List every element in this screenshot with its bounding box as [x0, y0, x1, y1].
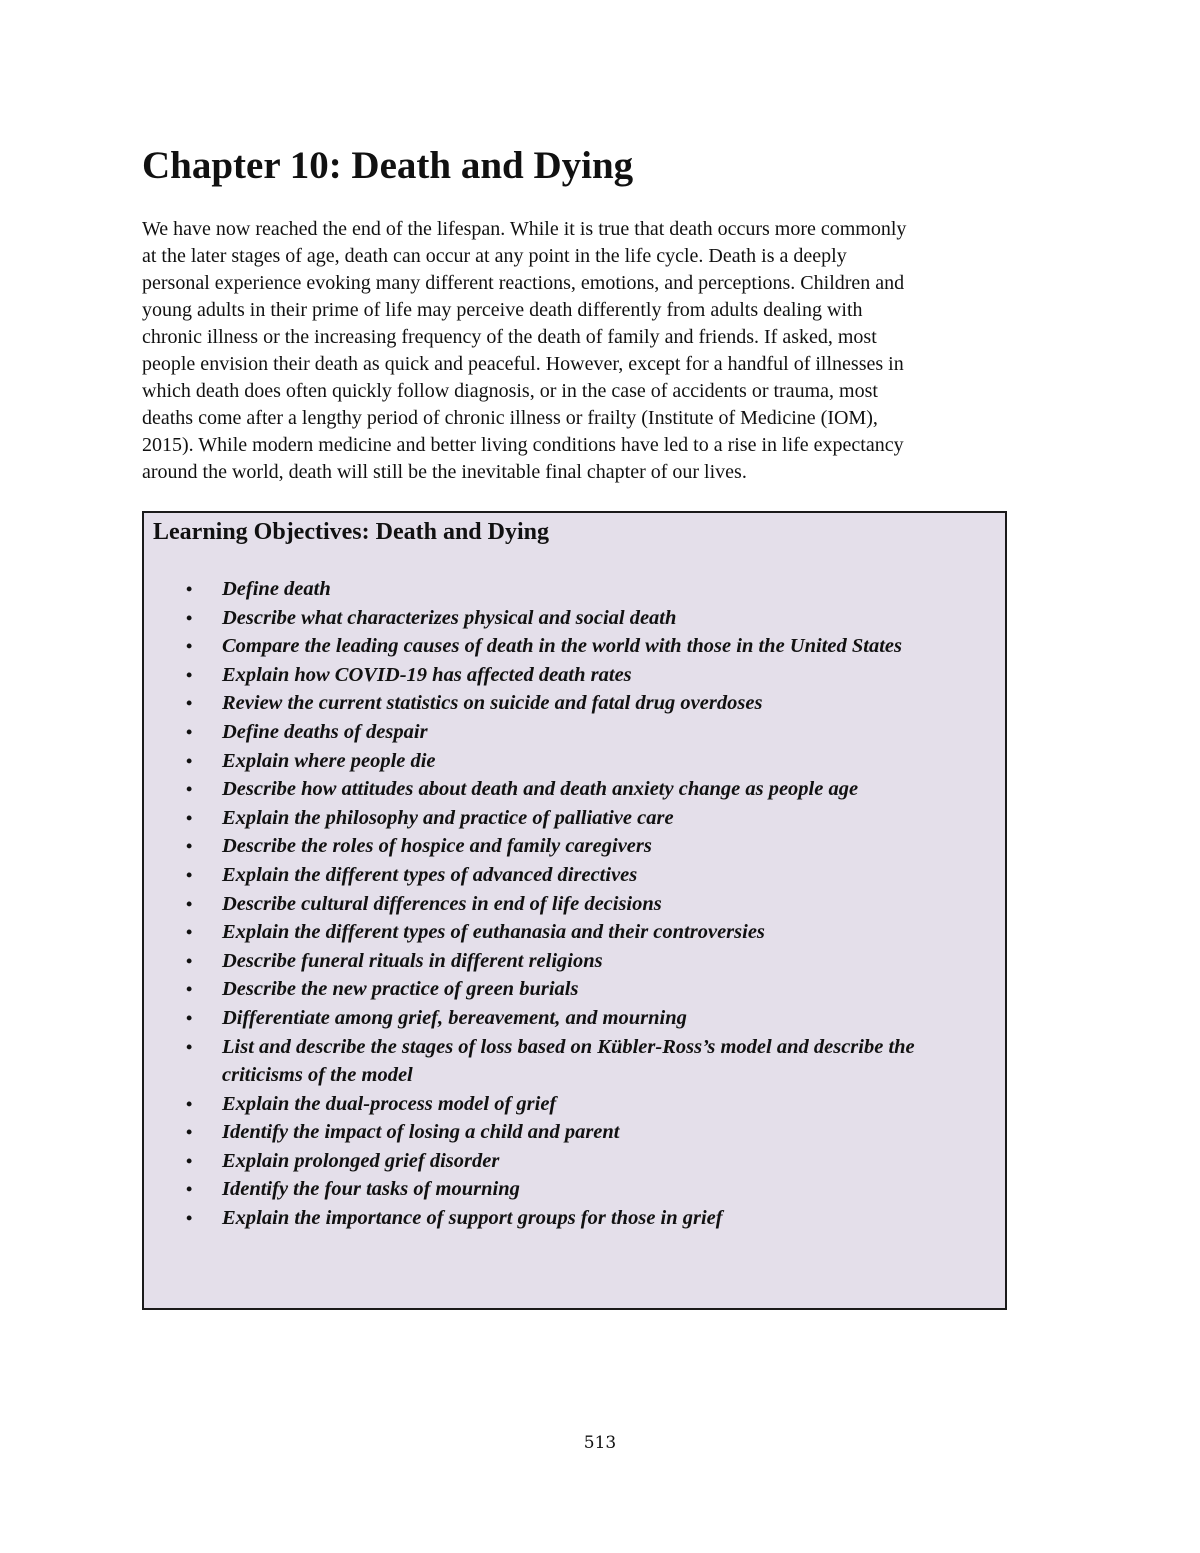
objective-text: Describe how attitudes about death and death anxiety change as people age [222, 778, 859, 801]
bullet-icon: • [186, 1036, 193, 1057]
intro-line: people envision their death as quick and peaceful. However, except for a handful of illnesses in [142, 353, 904, 375]
objective-item [144, 1090, 984, 1119]
bullet-icon: • [186, 693, 193, 714]
objective-item [144, 1147, 984, 1176]
bullet-icon: • [186, 750, 193, 771]
objective-text: Explain the philosophy and practice of palliative care [222, 806, 674, 829]
intro-line: deaths come after a lengthy period of chronic illness or frailty (Institute of Medicine (IOM), [142, 407, 878, 429]
objective-text: Explain prolonged grief disorder [222, 1149, 500, 1172]
objective-item [144, 975, 984, 1004]
objective-item [144, 747, 984, 776]
intro-line: personal experience evoking many different reactions, emotions, and perceptions. Children and [142, 272, 905, 294]
objective-item [144, 575, 984, 604]
objective-item [144, 775, 984, 804]
bullet-icon: • [186, 721, 193, 742]
bullet-icon: • [186, 579, 193, 599]
objective-text: Review the current statistics on suicide and fatal drug overdoses [222, 692, 763, 715]
page-number: 513 [583, 1433, 617, 1453]
intro-line: at the later stages of age, death can occur at any point in the life cycle. Death is a deeply [142, 245, 847, 267]
objective-text: Describe funeral rituals in different religions [222, 949, 603, 972]
intro-line: We have now reached the end of the lifespan. While it is true that death occurs more commonly [142, 218, 907, 240]
bullet-icon: • [186, 836, 193, 857]
learning-objectives-list [144, 575, 984, 1233]
bullet-icon: • [186, 950, 193, 971]
bullet-icon: • [186, 893, 193, 914]
objective-text: Explain the different types of euthanasia and their controversies [222, 921, 765, 944]
objective-text: Explain the importance of support groups for those in grief [222, 1207, 723, 1230]
objective-text: Explain where people die [222, 749, 436, 772]
bullet-icon: • [186, 1179, 193, 1200]
objective-item [144, 861, 984, 890]
objective-item [144, 918, 984, 947]
bullet-icon: • [186, 607, 193, 628]
intro-line: young adults in their prime of life may perceive death differently from adults dealing with [142, 299, 863, 321]
objective-text: Define death [222, 578, 331, 600]
objective-text: List and describe the stages of loss based on Kübler-Ross’s model and describe the criticisms of the model [222, 1035, 915, 1087]
intro-line: around the world, death will still be the inevitable final chapter of our lives. [142, 461, 747, 483]
objective-item [144, 1004, 984, 1033]
bullet-icon: • [186, 1093, 193, 1114]
bullet-icon: • [186, 636, 193, 657]
objective-text: Explain how COVID-19 has affected death rates [222, 663, 632, 686]
objective-text: Describe cultural differences in end of life decisions [222, 892, 662, 915]
bullet-icon: • [186, 779, 193, 800]
objective-item [144, 804, 984, 833]
objective-item [144, 661, 984, 690]
objective-item [144, 604, 984, 633]
chapter-title: Chapter 10: Death and Dying [142, 144, 634, 187]
learning-objectives-title: Learning Objectives: Death and Dying [153, 519, 549, 545]
objective-item [144, 947, 984, 976]
bullet-icon: • [186, 1007, 193, 1028]
bullet-icon: • [186, 807, 193, 828]
objective-item [144, 632, 984, 661]
intro-line: chronic illness or the increasing frequency of the death of family and friends. If asked, most [142, 326, 877, 348]
objective-item [144, 1033, 984, 1090]
objective-text: Describe the roles of hospice and family caregivers [222, 835, 652, 858]
objective-text: Explain the dual-process model of grief [222, 1092, 557, 1115]
objective-text: Identify the four tasks of mourning [222, 1178, 520, 1201]
objective-item [144, 832, 984, 861]
intro-line: 2015). While modern medicine and better living conditions have led to a rise in life expectancy [142, 434, 904, 456]
bullet-icon: • [186, 922, 193, 943]
intro-paragraph [142, 216, 1062, 486]
bullet-icon: • [186, 864, 193, 885]
bullet-icon: • [186, 1150, 193, 1171]
objective-item [144, 689, 984, 718]
learning-objectives-box [142, 511, 1007, 1310]
objective-text: Identify the impact of losing a child and parent [222, 1121, 620, 1144]
bullet-icon: • [186, 1122, 193, 1143]
intro-line: which death does often quickly follow diagnosis, or in the case of accidents or trauma, most [142, 380, 878, 402]
objective-text: Define deaths of despair [222, 720, 428, 743]
objective-item [144, 1118, 984, 1147]
objective-text: Describe the new practice of green burials [222, 978, 579, 1001]
bullet-icon: • [186, 664, 193, 685]
objective-item [144, 1175, 984, 1204]
objective-item [144, 718, 984, 747]
objective-item [144, 1204, 984, 1233]
bullet-icon: • [186, 979, 193, 1000]
objective-text: Describe what characterizes physical and social death [222, 606, 677, 629]
objective-item [144, 890, 984, 919]
objective-text: Differentiate among grief, bereavement, and mourning [222, 1006, 687, 1029]
bullet-icon: • [186, 1208, 193, 1229]
objective-text: Explain the different types of advanced directives [222, 863, 638, 886]
objective-text: Compare the leading causes of death in the world with those in the United States [222, 635, 902, 658]
